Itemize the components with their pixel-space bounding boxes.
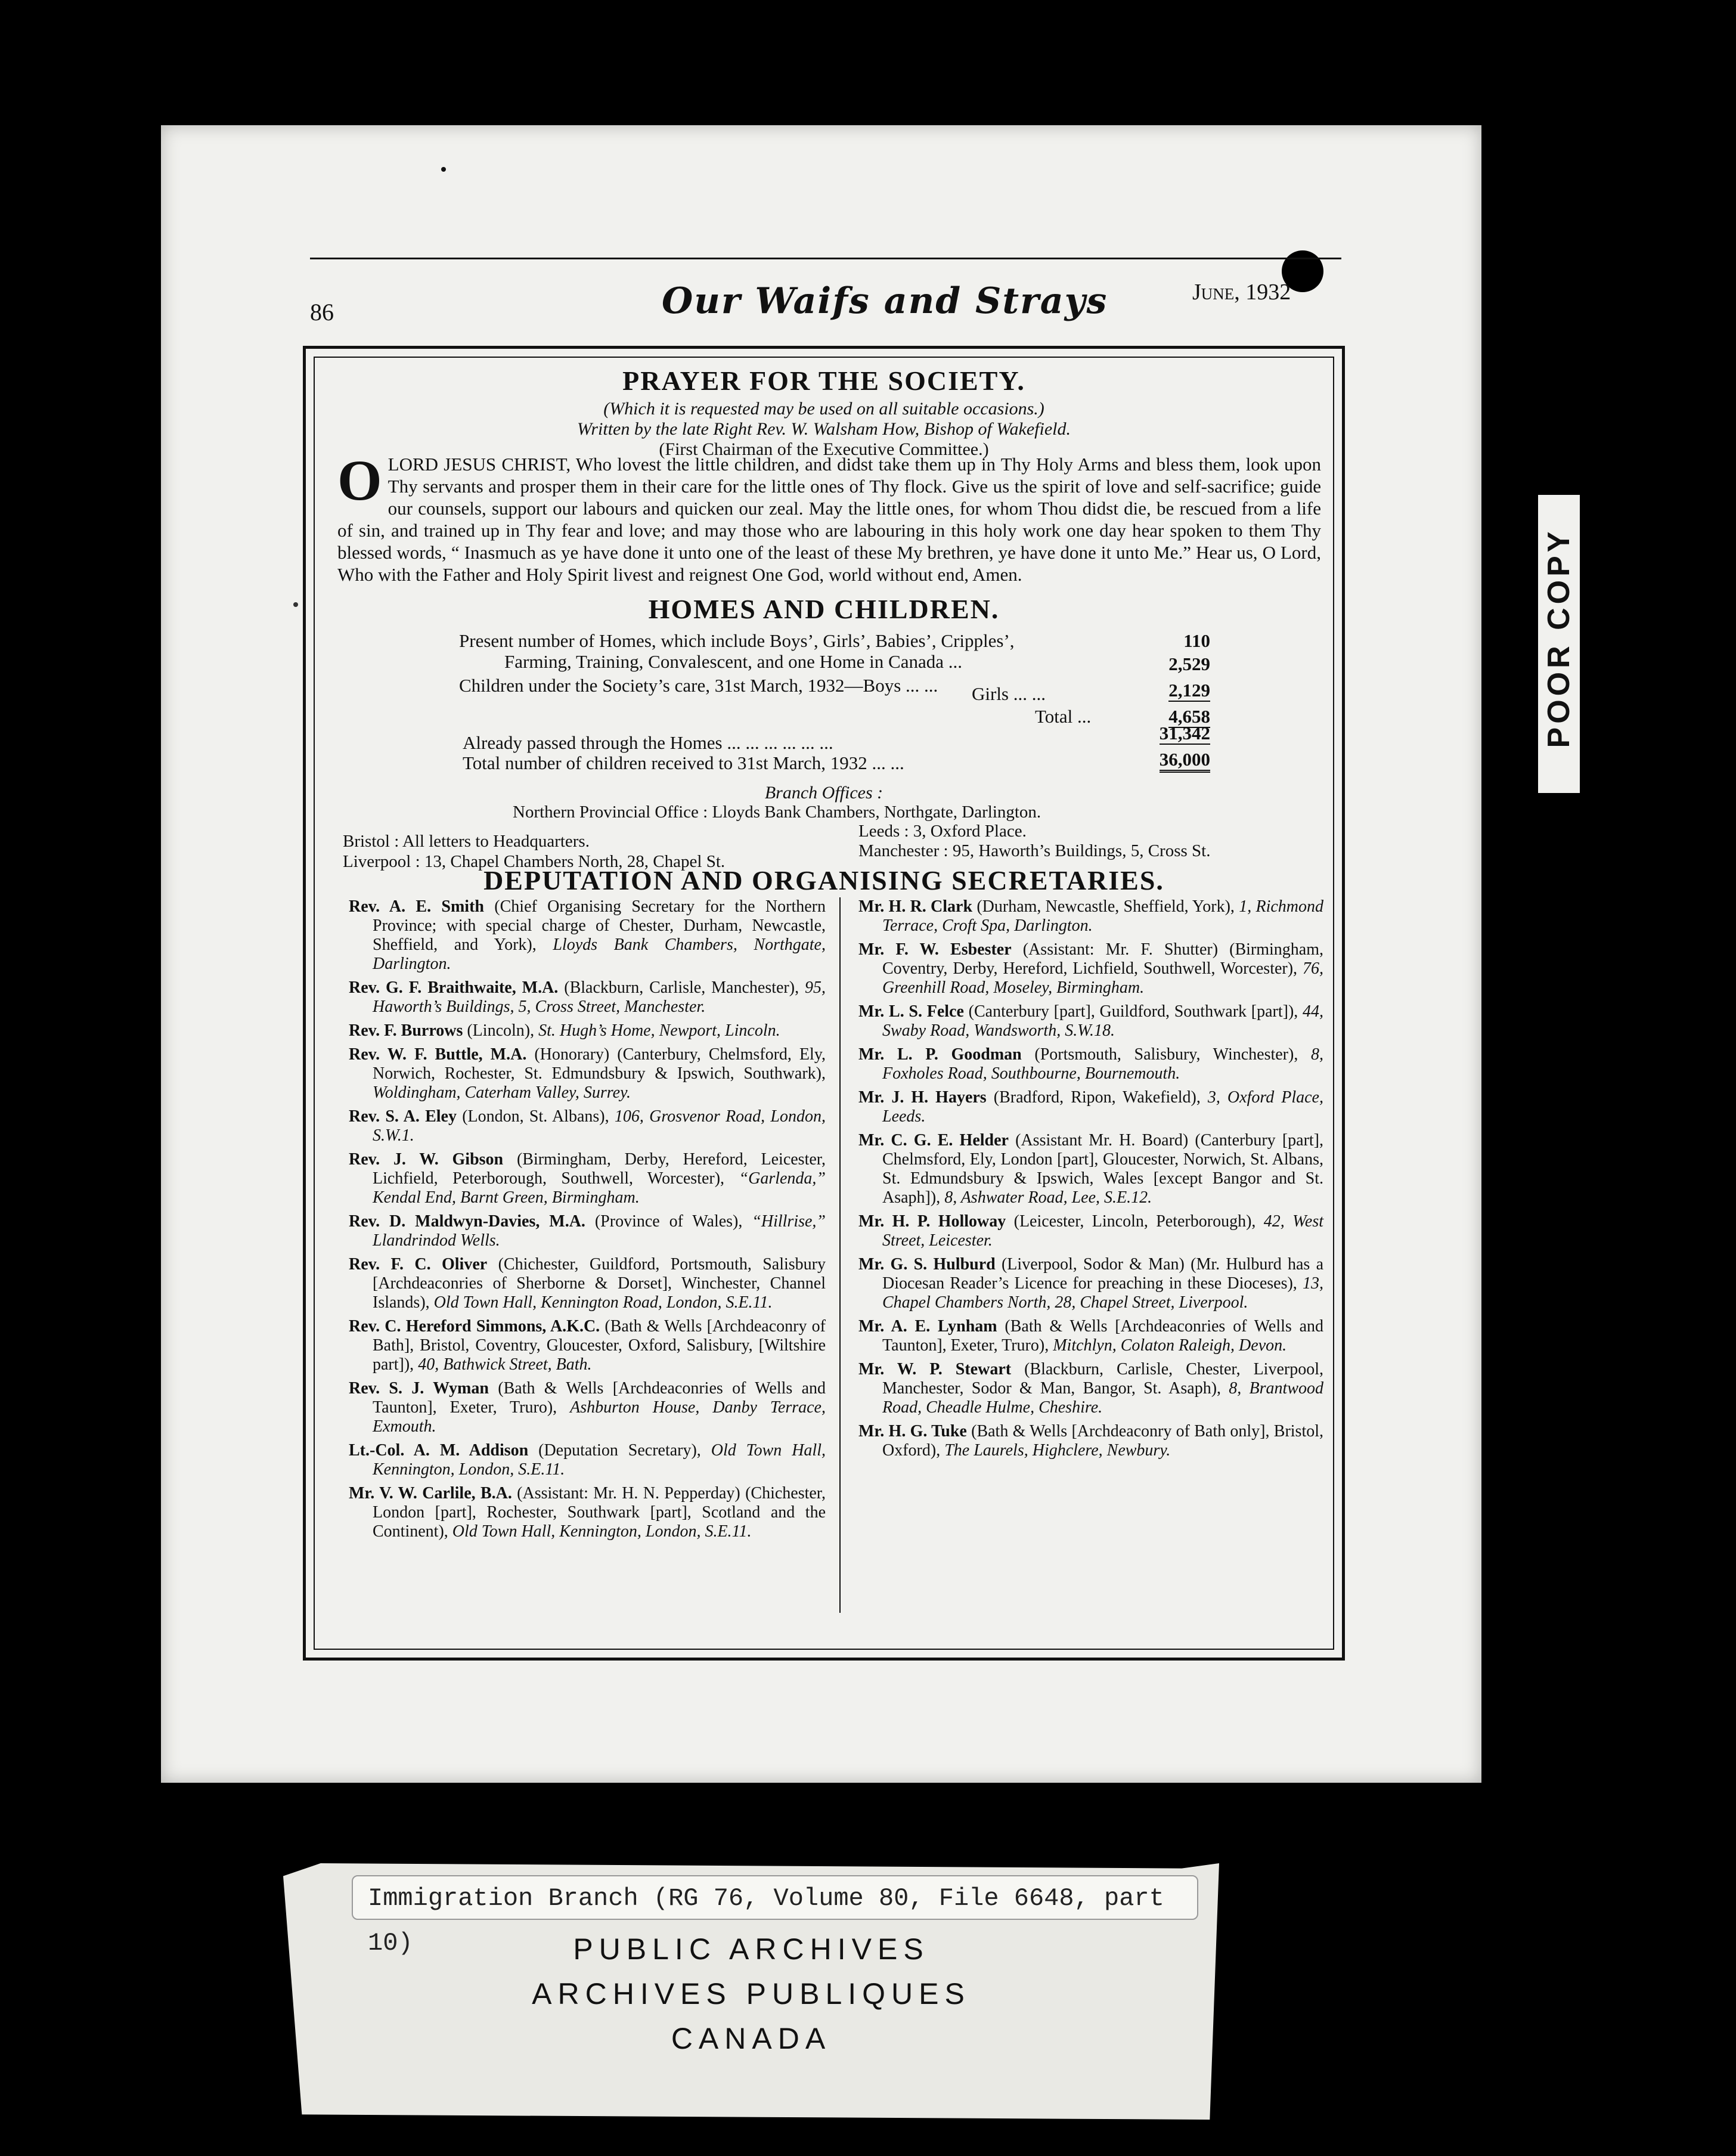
secretary-entry: Rev. W. F. Buttle, M.A. (Honorary) (Canterbury, Chelmsford, Ely, Norwich, Rochester, St. Edmundsbury & Ipswich, Southwark), Woldingham, Caterham Valley, Surrey. bbox=[349, 1045, 826, 1102]
passed-label: Already passed through the Homes ... ... ... ... ... ... bbox=[463, 732, 833, 753]
boys-label: Children under the Society’s care, 31st March, 1932—Boys ... ... bbox=[459, 675, 938, 696]
secretary-entry: Lt.-Col. A. M. Addison (Deputation Secretary), Old Town Hall, Kennington, London, S.E.11. bbox=[349, 1441, 826, 1479]
branch-offices-heading: Branch Offices : bbox=[764, 783, 884, 803]
dropcap: O bbox=[337, 448, 382, 512]
homes-line-1: Present number of Homes, which include Boys’, Girls’, Babies’, Cripples’, bbox=[459, 630, 1015, 651]
secretary-entry: Rev. F. Burrows (Lincoln), St. Hugh’s Home, Newport, Lincoln. bbox=[349, 1021, 780, 1040]
secretary-entry: Mr. H. P. Holloway (Leicester, Lincoln, Peterborough), 42, West Street, Leicester. bbox=[858, 1212, 1324, 1250]
secretary-entry: Mr. F. W. Esbester (Assistant: Mr. F. Shutter) (Birmingham, Coventry, Derby, Hereford, Lichfield, Southwell, Worcester), 76, Greenhill Road, Moseley, Birmingham. bbox=[858, 940, 1323, 997]
prayer-heading: PRAYER FOR THE SOCIETY. bbox=[622, 365, 1025, 396]
archive-line-3: CANADA bbox=[671, 2022, 832, 2055]
column-divider bbox=[839, 897, 841, 1613]
secretary-entry: Mr. L. S. Felce (Canterbury [part], Guildford, Southwark [part]), 44, Swaby Road, Wandsworth, S.W.18. bbox=[858, 1002, 1324, 1040]
archive-line-1: PUBLIC ARCHIVES bbox=[573, 1932, 929, 1966]
prayer-note: (Which it is requested may be used on all suitable occasions.) bbox=[603, 399, 1044, 419]
ink-speck bbox=[293, 602, 298, 607]
secretary-entry: Mr. W. P. Stewart (Blackburn, Carlisle, Chester, Liverpool, Manchester, Sodor & Man, Bangor, St. Asaph), 8, Brantwood Road, Cheadle Hulme, Cheshire. bbox=[858, 1360, 1323, 1417]
archive-reference: Immigration Branch (RG 76, Volume 80, File 6648, part 10) bbox=[352, 1875, 1198, 1920]
secretary-entry: Rev. F. C. Oliver (Chichester, Guildford, Portsmouth, Salisbury [Archdeaconries of Sherborne & Dorset], Winchester, Channel Islands), Old Town Hall, Kennington Road, London, S.E.11. bbox=[349, 1255, 826, 1312]
prayer-chairman: (First Chairman of the Executive Committee.) bbox=[659, 439, 989, 459]
total-label: Total ... bbox=[1035, 706, 1092, 727]
poor-copy-stamp bbox=[1538, 495, 1580, 793]
prayer-author: Written by the late Right Rev. W. Walsham How, Bishop of Wakefield. bbox=[577, 419, 1071, 439]
homes-value: 110 bbox=[1183, 630, 1210, 651]
secretary-entry: Rev. G. F. Braithwaite, M.A. (Blackburn, Carlisle, Manchester), 95, Haworth’s Buildings, 5, Cross Street, Manchester. bbox=[349, 978, 826, 1016]
received-label: Total number of children received to 31st March, 1932 ... ... bbox=[463, 752, 904, 773]
secretaries-right-column bbox=[858, 897, 1323, 1465]
secretary-entry: Rev. S. J. Wyman (Bath & Wells [Archdeaconries of Wells and Taunton], Exeter, Truro), Ashburton House, Danby Terrace, Exmouth. bbox=[349, 1379, 826, 1436]
secretary-entry: Rev. D. Maldwyn-Davies, M.A. (Province of Wales), “Hillrise,” Llandrindod Wells. bbox=[349, 1212, 826, 1250]
secretary-entry: Mr. H. R. Clark (Durham, Newcastle, Sheffield, York), 1, Richmond Terrace, Croft Spa, Darlington. bbox=[858, 897, 1323, 935]
girls-value: 2,129 bbox=[1168, 680, 1210, 701]
total-value: 4,658 bbox=[1168, 706, 1210, 727]
secretary-entry: Rev. J. W. Gibson (Birmingham, Derby, Hereford, Leicester, Lichfield, Peterborough, Southwell, Worcester), “Garlenda,” Kendal End, Barnt Green, Birmingham. bbox=[349, 1150, 826, 1207]
boys-value: 2,529 bbox=[1168, 653, 1210, 674]
header-rule bbox=[310, 258, 1341, 259]
branch-leeds: Leeds : 3, Oxford Place. bbox=[858, 822, 1027, 841]
deputation-heading: DEPUTATION AND ORGANISING SECRETARIES. bbox=[483, 865, 1164, 896]
secretary-entry: Rev. S. A. Eley (London, St. Albans), 106, Grosvenor Road, London, S.W.1. bbox=[349, 1107, 826, 1145]
secretary-entry: Rev. C. Hereford Simmons, A.K.C. (Bath & Wells [Archdeaconry of Bath], Bristol, Coventry, Gloucester, Oxford, Salisbury, [Wiltshire part]), 40, Bathwick Street, Bath. bbox=[349, 1317, 826, 1374]
poor-copy-label: POOR COPY bbox=[1542, 528, 1576, 748]
archive-line-2: ARCHIVES PUBLIQUES bbox=[532, 1977, 971, 2011]
secretary-entry: Mr. V. W. Carlile, B.A. (Assistant: Mr. H. N. Pepperday) (Chichester, London [part], Rochester, Southwark [part], Scotland and the Continent), Old Town Hall, Kennington, London, S.E.11. bbox=[349, 1484, 826, 1541]
secretary-entry: Mr. J. H. Hayers (Bradford, Ripon, Wakefield), 3, Oxford Place, Leeds. bbox=[858, 1088, 1323, 1126]
issue-date: June, 1932 bbox=[1192, 280, 1291, 305]
journal-title: Our Waifs and Strays bbox=[662, 280, 1108, 322]
girls-label: Girls ... ... bbox=[972, 683, 1046, 704]
secretary-entry: Mr. L. P. Goodman (Portsmouth, Salisbury, Winchester), 8, Foxholes Road, Southbourne, Bournemouth. bbox=[858, 1045, 1323, 1083]
secretary-entry: Rev. A. E. Smith (Chief Organising Secretary for the Northern Province; with special charge of Chester, Durham, Newcastle, Sheffield, and York), Lloyds Bank Chambers, Northgate, Darlington. bbox=[349, 897, 826, 973]
secretary-entry: Mr. A. E. Lynham (Bath & Wells [Archdeaconries of Wells and Taunton], Exeter, Truro), Mitchlyn, Colaton Raleigh, Devon. bbox=[858, 1317, 1323, 1355]
ink-speck bbox=[441, 167, 446, 172]
branch-manchester: Manchester : 95, Haworth’s Buildings, 5, Cross St. bbox=[858, 841, 1211, 860]
branch-bristol: Bristol : All letters to Headquarters. bbox=[343, 832, 590, 851]
branch-northern: Northern Provincial Office : Lloyds Bank Chambers, Northgate, Darlington. bbox=[513, 803, 1041, 822]
prayer-text: LORD JESUS CHRIST, Who lovest the little children, and didst take them up in Thy Holy Arms and bless them, look upon Thy servants and prosper them in their care for the little ones of Thy flock. Give us the spirit of love and self-sacrifice; guide our counsels, support our labours and quicken our zeal. May the little ones, for whom Thou didst die, be rescued from a life of sin, and trained up in Thy fear and love; and may those who are labouring in this holy work one day hear spoken to them Thy blessed words, “ Inasmuch as ye have done it unto one of the least of these My brethren, ye have done it unto Me.” Hear us, O Lord, Who with the Father and Holy Spirit livest and reignest One God, world without end, Amen. bbox=[337, 454, 1321, 585]
received-value: 36,000 bbox=[1160, 749, 1210, 773]
secretary-entry: Mr. G. S. Hulburd (Liverpool, Sodor & Man) (Mr. Hulburd has a Diocesan Reader’s Licence for preaching in these Dioceses), 13, Chapel Chambers North, 28, Chapel Street, Liverpool. bbox=[858, 1255, 1323, 1312]
passed-value: 31,342 bbox=[1159, 723, 1210, 744]
secretaries-left-column bbox=[349, 897, 826, 1546]
secretary-entry: Mr. H. G. Tuke (Bath & Wells [Archdeaconry of Bath only], Bristol, Oxford), The Laurels, Highclere, Newbury. bbox=[858, 1422, 1324, 1460]
secretary-entry: Mr. C. G. E. Helder (Assistant Mr. H. Board) (Canterbury [part], Chelmsford, Ely, London [part], Gloucester, Norwich, St. Albans, St. Edmundsbury & Ipswich, Wales [except Bangor and St. Asaph]), 8, Ashwater Road, Lee, S.E.12. bbox=[858, 1131, 1323, 1207]
branch-liverpool: Liverpool : 13, Chapel Chambers North, 28, Chapel St. bbox=[343, 852, 726, 871]
homes-line-2: Farming, Training, Convalescent, and one Home in Canada ... bbox=[504, 651, 962, 672]
homes-heading: HOMES AND CHILDREN. bbox=[648, 594, 1000, 624]
page-number: 86 bbox=[310, 299, 334, 326]
